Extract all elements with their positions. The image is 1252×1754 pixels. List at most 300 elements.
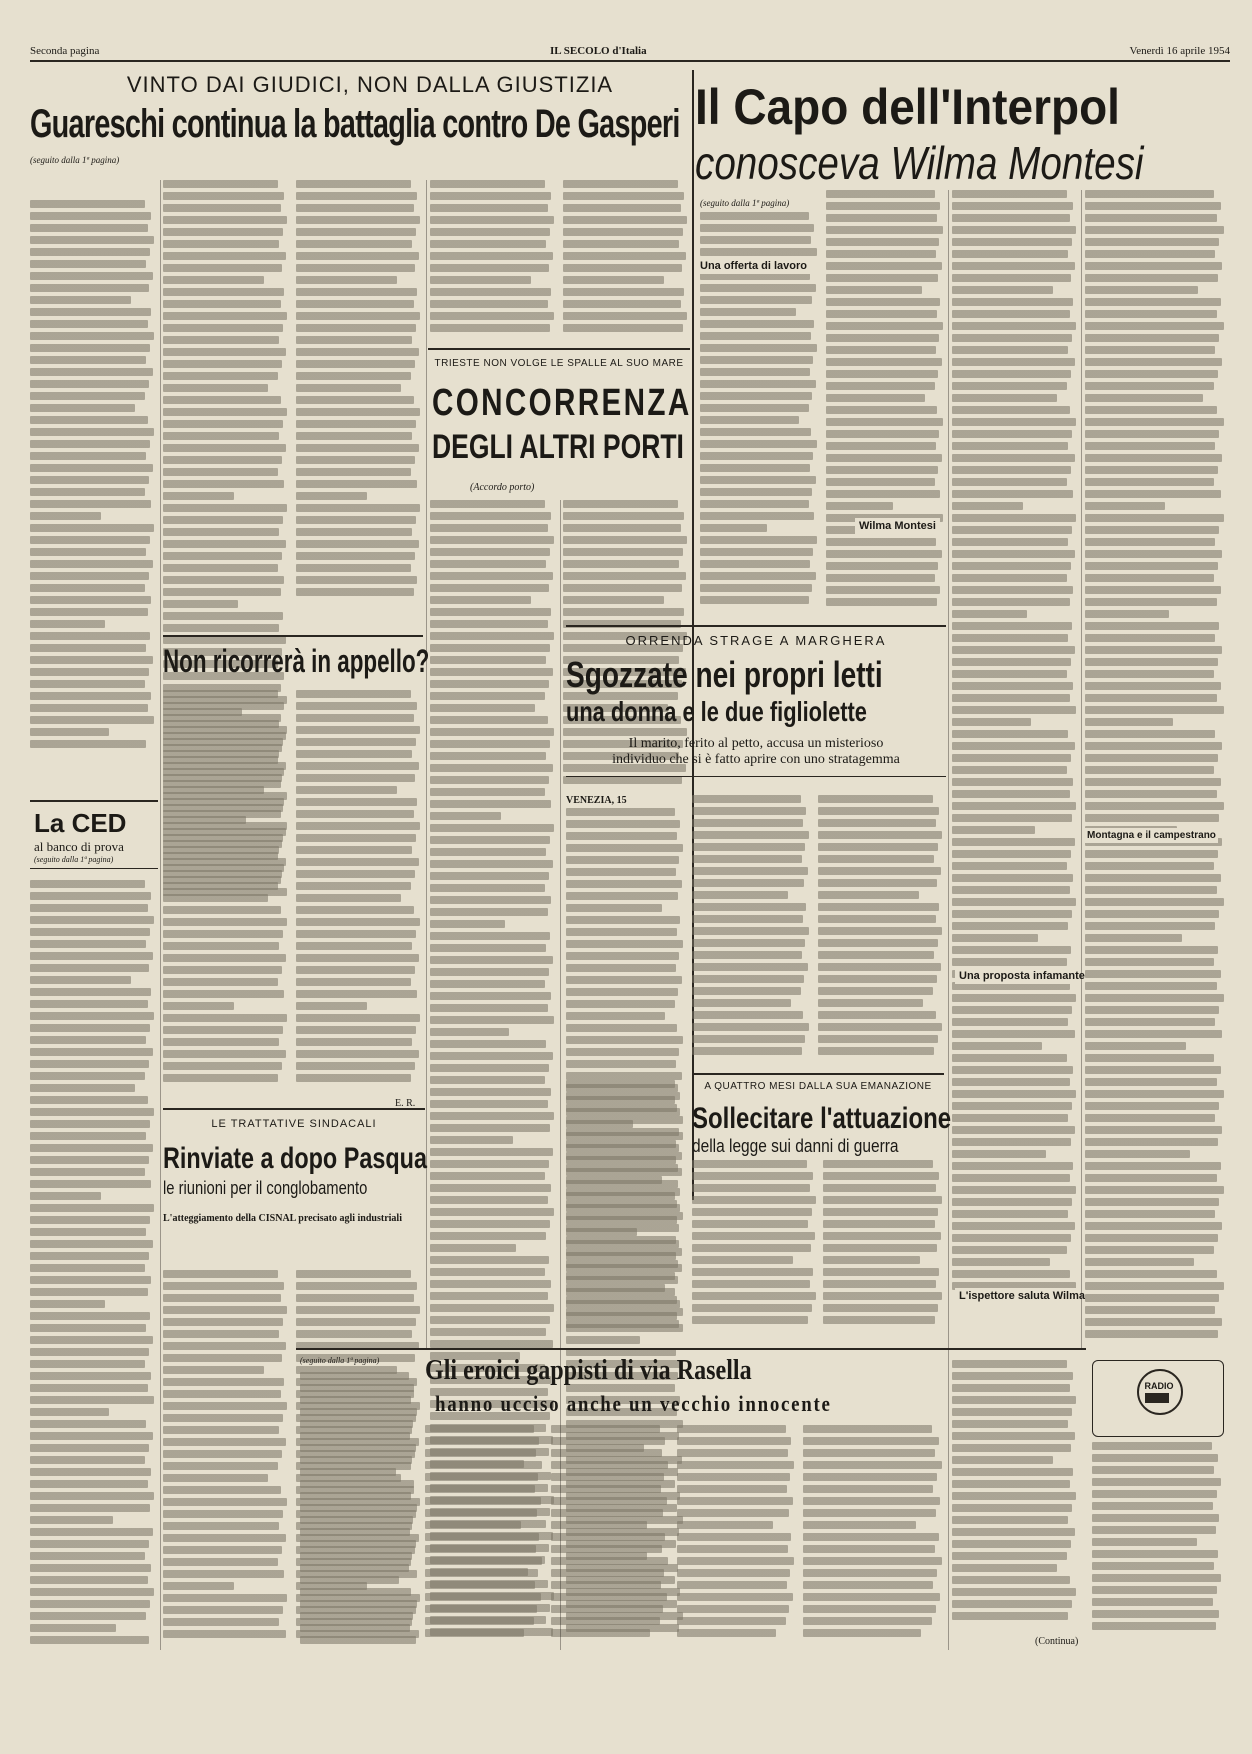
text-line: [1092, 1514, 1219, 1522]
text-line: [430, 704, 535, 712]
issue-date: Venerdì 16 aprile 1954: [1129, 45, 1230, 57]
text-line: [296, 468, 411, 476]
text-line: [430, 1100, 548, 1108]
text-line: [296, 180, 411, 188]
text-line: [952, 526, 1072, 534]
text-line: [30, 1192, 101, 1200]
text-line: [300, 1408, 417, 1416]
text-line: [163, 552, 282, 560]
guareschi-kicker: VINTO DAI GIUDICI, NON DALLA GIUSTIZIA: [126, 72, 614, 97]
text-line: [566, 1272, 675, 1280]
text-line: [1085, 742, 1222, 750]
text-line: [551, 1473, 664, 1481]
text-line: [30, 1468, 151, 1476]
text-line: [677, 1449, 788, 1457]
trieste-kicker: TRIESTE NON VOLGE LE SPALLE AL SUO MARE: [434, 358, 684, 369]
text-line: [163, 1270, 278, 1278]
text-line: [700, 344, 817, 352]
text-line: [952, 1258, 1050, 1266]
text-line: [1085, 382, 1214, 390]
text-line: [1085, 766, 1214, 774]
text-line: [1085, 946, 1218, 954]
text-line: [1085, 754, 1218, 762]
text-line: [296, 504, 420, 512]
text-line: [296, 1050, 419, 1058]
text-line: [952, 454, 1075, 462]
text-line: [823, 1196, 942, 1204]
text-line: [430, 1040, 546, 1048]
text-line: [30, 1252, 149, 1260]
text-line: [563, 524, 681, 532]
text-line: [700, 560, 810, 568]
text-line: [952, 742, 1075, 750]
text-line: [163, 420, 283, 428]
text-line: [1085, 310, 1217, 318]
text-line: [300, 1444, 416, 1452]
text-line: [952, 502, 1023, 510]
text-line: [1085, 526, 1219, 534]
text-line: [566, 856, 679, 864]
text-line: [700, 308, 796, 316]
text-line: [430, 788, 545, 796]
text-line: [952, 262, 1075, 270]
text-line: [1085, 406, 1217, 414]
text-line: [30, 1372, 151, 1380]
text-line: [430, 740, 550, 748]
text-line: [692, 891, 788, 899]
text-line: [1092, 1466, 1214, 1474]
text-line: [163, 540, 286, 548]
text-line: [163, 822, 287, 830]
text-line: [430, 548, 550, 556]
text-line: [952, 778, 1073, 786]
text-line: [952, 430, 1072, 438]
text-line: [818, 915, 936, 923]
text-line: [30, 1528, 153, 1536]
text-line: [30, 1084, 135, 1092]
text-line: [952, 490, 1073, 498]
text-line: [952, 790, 1070, 798]
text-line: [430, 264, 549, 272]
text-line: [30, 596, 151, 604]
text-line: [163, 1342, 286, 1350]
text-line: [551, 1629, 650, 1637]
text-line: [1085, 1294, 1219, 1302]
text-line: [700, 284, 816, 292]
text-line: [551, 1617, 660, 1625]
text-line: [700, 356, 813, 364]
text-line: [30, 308, 151, 316]
text-line: [430, 836, 550, 844]
text-line: [566, 964, 676, 972]
text-line: [692, 915, 803, 923]
text-line: [300, 1528, 410, 1536]
guerra-kicker: A QUATTRO MESI DALLA SUA EMANAZIONE: [704, 1081, 932, 1092]
text-line: [551, 1569, 664, 1577]
text-line: [952, 1588, 1076, 1596]
text-line: [692, 1220, 808, 1228]
text-line: [30, 916, 154, 924]
text-line: [163, 1414, 283, 1422]
text-line: [163, 564, 278, 572]
interpol-col-4: [1085, 190, 1225, 1350]
text-line: [1085, 1198, 1219, 1206]
text-line: [1085, 862, 1214, 870]
text-line: [30, 1360, 145, 1368]
rasella-col-2: [551, 1425, 669, 1650]
text-line: [700, 476, 816, 484]
text-line: [30, 1108, 154, 1116]
text-line: [163, 408, 287, 416]
text-line: [952, 286, 1053, 294]
interpol-subhead-1: Una offerta di lavoro: [700, 258, 818, 274]
text-line: [826, 598, 937, 606]
text-line: [296, 264, 415, 272]
text-line: [296, 942, 412, 950]
text-line: [30, 1420, 146, 1428]
text-line: [430, 944, 546, 952]
text-line: [30, 488, 145, 496]
text-line: [1085, 1066, 1221, 1074]
text-line: [692, 795, 801, 803]
text-line: [296, 714, 414, 722]
text-line: [1085, 850, 1218, 858]
text-line: [1092, 1454, 1218, 1462]
text-line: [566, 976, 682, 984]
text-line: [430, 1304, 554, 1312]
text-line: [952, 886, 1070, 894]
text-line: [803, 1521, 916, 1529]
text-line: [952, 190, 1067, 198]
text-line: [563, 572, 686, 580]
text-line: [566, 1296, 677, 1304]
text-line: [952, 598, 1070, 606]
text-line: [803, 1497, 940, 1505]
text-line: [952, 382, 1067, 390]
text-line: [163, 918, 287, 926]
text-line: [425, 1461, 542, 1469]
guareschi-col-3: [296, 180, 421, 600]
text-line: [566, 808, 675, 816]
interpol-headline-1: Il Capo dell'Interpol: [695, 79, 1120, 135]
text-line: [300, 1624, 410, 1632]
text-line: [1085, 1234, 1218, 1242]
guareschi-col-1: [30, 200, 155, 760]
text-line: [1085, 298, 1221, 306]
text-line: [1085, 622, 1219, 630]
text-line: [551, 1449, 662, 1457]
text-line: [700, 584, 812, 592]
text-line: [692, 1035, 805, 1043]
text-line: [296, 918, 420, 926]
text-line: [563, 596, 664, 604]
text-line: [818, 951, 934, 959]
text-line: [296, 1270, 411, 1278]
text-line: [30, 1492, 154, 1500]
guerra-headline-1: Sollecitare l'attuazione: [692, 1102, 952, 1135]
appello-col-2: [296, 690, 421, 1090]
text-line: [826, 406, 937, 414]
text-line: [163, 468, 278, 476]
text-line: [818, 795, 933, 803]
text-line: [425, 1449, 536, 1457]
text-line: [163, 966, 282, 974]
text-line: [163, 1510, 283, 1518]
text-line: [163, 1618, 279, 1626]
text-line: [163, 300, 281, 308]
text-line: [163, 1474, 268, 1482]
text-line: [430, 1256, 549, 1264]
text-line: [30, 260, 146, 268]
text-line: [1085, 1270, 1217, 1278]
text-line: [163, 1546, 282, 1554]
text-line: [566, 832, 677, 840]
text-line: [700, 500, 809, 508]
text-line: [952, 622, 1072, 630]
text-line: [30, 1612, 146, 1620]
text-line: [163, 870, 282, 878]
text-line: [952, 1384, 1070, 1392]
text-line: [1092, 1526, 1216, 1534]
text-line: [1085, 1258, 1194, 1266]
text-line: [163, 1534, 286, 1542]
text-line: [430, 1112, 554, 1120]
text-line: [296, 576, 417, 584]
text-line: [163, 1294, 281, 1302]
text-line: [1085, 358, 1222, 366]
ced-sub: al banco di prova: [34, 839, 124, 854]
text-line: [30, 632, 150, 640]
text-line: [566, 1260, 678, 1268]
text-line: [563, 216, 687, 224]
text-line: [1085, 1018, 1215, 1026]
text-line: [692, 1316, 808, 1324]
text-line: [563, 536, 687, 544]
interpol-subhead-4: Montagna e il campestrano: [1087, 830, 1216, 841]
col-divider: [1081, 190, 1082, 1350]
text-line: [1085, 394, 1203, 402]
interpol-continued: (seguito dalla 1ª pagina): [700, 198, 790, 208]
text-line: [952, 1234, 1071, 1242]
text-line: [300, 1588, 411, 1596]
text-line: [566, 1024, 677, 1032]
text-line: [677, 1569, 790, 1577]
text-line: [566, 1152, 682, 1160]
interpol-subhead-2: Wilma Montesi: [855, 518, 940, 534]
text-line: [30, 892, 151, 900]
text-line: [296, 516, 416, 524]
text-line: [952, 658, 1071, 666]
text-line: [692, 1172, 813, 1180]
text-line: [952, 646, 1075, 654]
text-line: [163, 1306, 287, 1314]
text-line: [952, 586, 1073, 594]
text-line: [551, 1533, 665, 1541]
text-line: [1085, 586, 1221, 594]
text-line: [826, 322, 943, 330]
text-line: [430, 276, 531, 284]
text-line: [296, 444, 419, 452]
text-line: [1085, 646, 1222, 654]
text-line: [952, 202, 1073, 210]
text-line: [163, 216, 287, 224]
text-line: [296, 360, 415, 368]
text-line: [692, 975, 804, 983]
text-line: [823, 1184, 936, 1192]
text-line: [30, 572, 149, 580]
text-line: [163, 264, 282, 272]
text-line: [296, 588, 414, 596]
text-line: [163, 906, 281, 914]
text-line: [826, 298, 940, 306]
text-line: [430, 1208, 554, 1216]
text-line: [296, 1026, 416, 1034]
sindacali-kicker: LE TRATTATIVE SINDACALI: [211, 1118, 377, 1130]
text-line: [30, 1576, 148, 1584]
interpol-article: [695, 78, 1225, 190]
text-line: [30, 644, 146, 652]
text-line: [700, 248, 817, 256]
text-line: [30, 1456, 145, 1464]
text-line: [551, 1521, 647, 1529]
text-line: [163, 588, 281, 596]
text-line: [952, 1102, 1072, 1110]
text-line: [296, 228, 416, 236]
text-line: [818, 903, 939, 911]
text-line: [296, 252, 419, 260]
text-line: [818, 975, 937, 983]
text-line: [563, 512, 684, 520]
text-line: [163, 204, 281, 212]
text-line: [430, 1196, 548, 1204]
text-line: [1085, 922, 1215, 930]
sindacali-col-1: [163, 1270, 288, 1650]
sindacali-deck: L'atteggiamento della CISNAL precisato agli industriali: [163, 1213, 402, 1224]
text-line: [296, 774, 415, 782]
radio-label: RADIO: [1144, 1381, 1174, 1391]
text-line: [1085, 214, 1217, 222]
col-divider: [948, 190, 949, 1650]
text-line: [163, 930, 283, 938]
text-line: [677, 1509, 789, 1517]
text-line: [30, 988, 151, 996]
text-line: [163, 774, 282, 782]
text-line: [700, 392, 812, 400]
text-line: [677, 1461, 794, 1469]
text-line: [952, 1270, 1070, 1278]
marghera-col-3: [818, 795, 943, 1070]
text-line: [300, 1384, 414, 1392]
text-line: [296, 1294, 414, 1302]
text-line: [952, 1504, 1072, 1512]
text-line: [430, 908, 548, 916]
text-line: [296, 906, 414, 914]
text-line: [163, 1570, 284, 1578]
text-line: [296, 216, 420, 224]
text-line: [296, 384, 401, 392]
text-line: [823, 1172, 939, 1180]
text-line: [30, 1504, 150, 1512]
text-line: [30, 1168, 145, 1176]
text-line: [163, 882, 278, 890]
text-line: [1085, 598, 1217, 606]
text-line: [818, 831, 942, 839]
text-line: [823, 1232, 941, 1240]
text-line: [30, 940, 146, 948]
text-line: [430, 572, 553, 580]
text-line: [823, 1292, 942, 1300]
text-line: [163, 1002, 234, 1010]
text-line: [30, 248, 150, 256]
text-line: [1085, 1306, 1215, 1314]
text-line: [300, 1600, 417, 1608]
text-line: [30, 1384, 148, 1392]
text-line: [566, 1104, 677, 1112]
text-line: [30, 1408, 109, 1416]
text-line: [1092, 1610, 1219, 1618]
text-line: [1085, 1102, 1219, 1110]
text-line: [425, 1593, 541, 1601]
text-line: [1085, 1150, 1190, 1158]
text-line: [692, 963, 808, 971]
text-line: [296, 492, 367, 500]
text-line: [163, 1594, 287, 1602]
text-line: [1092, 1562, 1214, 1570]
text-line: [692, 1047, 802, 1055]
text-line: [566, 1140, 676, 1148]
text-line: [700, 548, 813, 556]
text-line: [692, 939, 805, 947]
guerra-col-2: [823, 1160, 943, 1335]
text-line: [163, 600, 238, 608]
text-line: [430, 1340, 553, 1348]
text-line: [163, 1390, 281, 1398]
text-line: [952, 1408, 1072, 1416]
text-line: [30, 1024, 150, 1032]
text-line: [425, 1437, 539, 1445]
interpol-subhead-3: Una proposta infamante: [955, 968, 1089, 984]
text-line: [296, 288, 417, 296]
text-line: [425, 1557, 542, 1565]
text-line: [1085, 694, 1217, 702]
text-line: [1085, 1006, 1219, 1014]
text-line: [692, 951, 802, 959]
text-line: [566, 1248, 682, 1256]
text-line: [430, 1136, 513, 1144]
text-line: [430, 1088, 551, 1096]
text-line: [425, 1545, 536, 1553]
ced-headline: La CED: [34, 808, 127, 838]
masthead: [30, 44, 1230, 62]
text-line: [952, 1114, 1068, 1122]
text-line: [296, 990, 417, 998]
text-line: [300, 1456, 412, 1464]
text-line: [30, 224, 148, 232]
text-line: [952, 1090, 1076, 1098]
text-line: [692, 1268, 813, 1276]
text-line: [1085, 874, 1221, 882]
text-line: [952, 694, 1070, 702]
text-line: [430, 632, 554, 640]
text-line: [803, 1509, 936, 1517]
text-line: [823, 1268, 939, 1276]
text-line: [163, 1074, 278, 1082]
text-line: [551, 1593, 667, 1601]
text-line: [677, 1437, 791, 1445]
text-line: [818, 1047, 934, 1055]
text-line: [700, 464, 810, 472]
text-line: [30, 1156, 149, 1164]
